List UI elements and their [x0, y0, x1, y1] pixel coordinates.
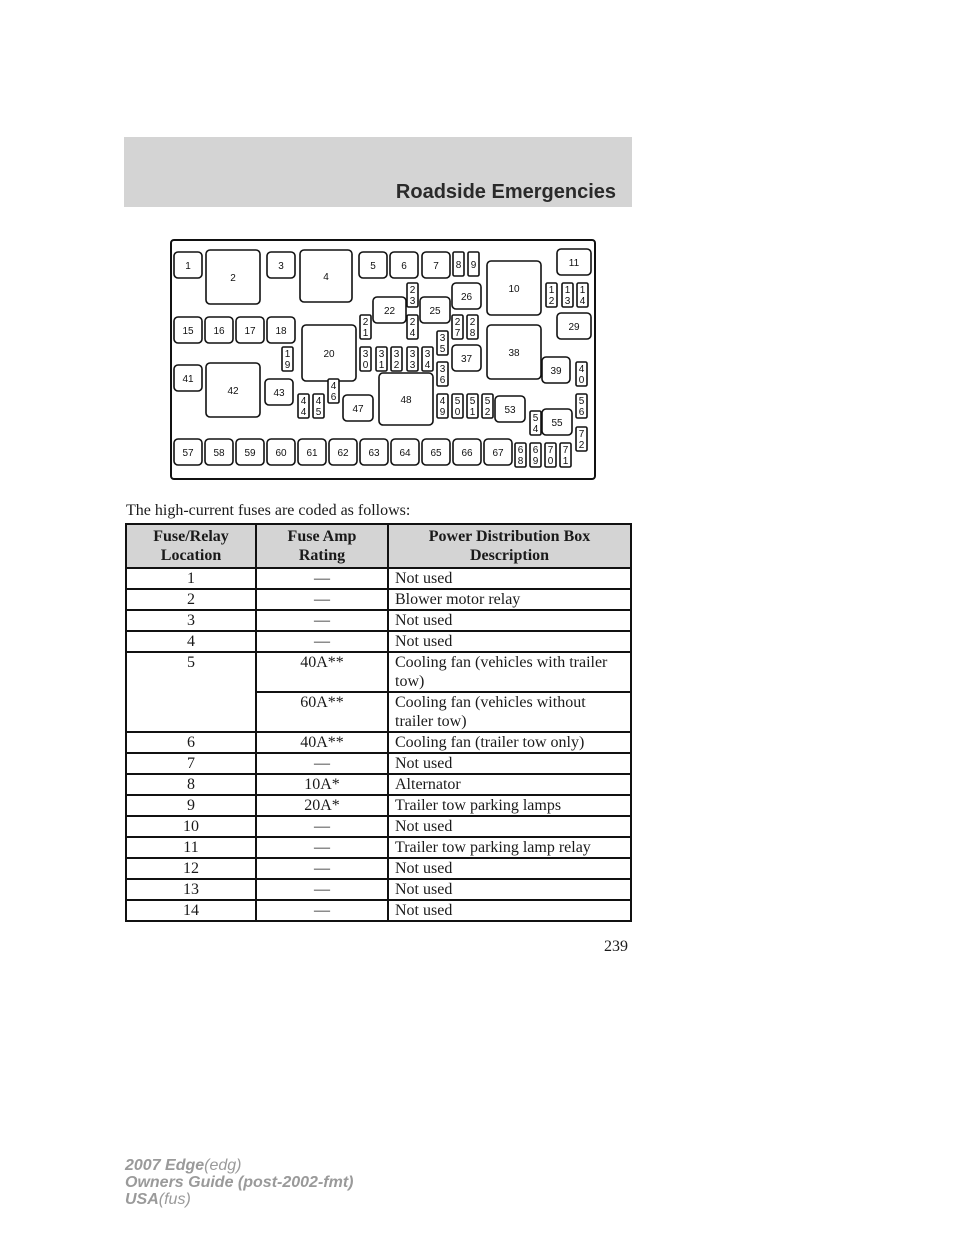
fuse-slot-label: 6 — [401, 261, 407, 272]
table-row — [126, 610, 631, 631]
fuse-slot-11 — [557, 249, 591, 275]
fuse-slot-71 — [560, 443, 571, 467]
cell-description: Not used — [388, 631, 631, 652]
fuse-slot-label: 42 — [227, 386, 239, 397]
table-header-row — [126, 524, 631, 568]
fuse-slot-label-bottom: 0 — [547, 456, 554, 467]
section-header-band — [124, 137, 632, 207]
fuse-slot-label: 26 — [460, 292, 473, 303]
fuse-slot-43 — [265, 379, 293, 405]
fuse-slot-label-top: 1 — [284, 349, 291, 360]
fuse-box-svg — [170, 239, 596, 480]
fuse-slot-label-top: 6 — [532, 445, 539, 456]
fuse-slot-22 — [373, 297, 406, 323]
fuse-slot-61 — [298, 439, 326, 465]
fuse-slot-34 — [422, 347, 433, 371]
cell-amp: — — [256, 900, 388, 921]
fuse-slot-50 — [452, 394, 463, 418]
cell-amp: 40A** — [256, 732, 388, 753]
fuse-slot-label-bottom: 9 — [439, 407, 446, 418]
fuse-slot-label-top: 1 — [548, 285, 555, 296]
fuse-slot-label-top: 5 — [484, 396, 491, 407]
fuse-slot-33 — [407, 347, 418, 371]
fuse-slot-46 — [328, 379, 339, 403]
fuse-slot-17 — [236, 317, 264, 343]
fuse-slot-label-bottom: 9 — [532, 456, 539, 467]
fuse-slot-32 — [391, 347, 402, 371]
fuse-slot-label-top: 1 — [579, 285, 586, 296]
fuse-slot-label-top: 3 — [393, 349, 400, 360]
fuse-slot-15 — [174, 317, 202, 343]
cell-location: 12 — [126, 858, 256, 879]
cell-amp: 40A** — [256, 652, 388, 692]
cell-description: Not used — [388, 858, 631, 879]
fuse-slot-70 — [545, 443, 556, 467]
fuse-slot-44 — [298, 394, 309, 418]
fuse-slot-label-top: 3 — [439, 364, 446, 375]
fuse-slot-label-top: 4 — [330, 381, 337, 392]
fuse-slot-label-top: 1 — [564, 285, 571, 296]
fuse-slot-30 — [360, 347, 371, 371]
fuse-slot-9 — [468, 252, 479, 276]
fuse-slot-3 — [267, 252, 295, 278]
fuse-slot-label-bottom: 7 — [454, 328, 461, 339]
fuse-slot-label: 58 — [213, 448, 225, 459]
fuse-slot-23 — [407, 283, 418, 307]
cell-location: 5 — [126, 652, 256, 732]
fuse-table — [125, 523, 632, 922]
cell-amp: — — [256, 568, 388, 589]
fuse-slot-13 — [562, 283, 573, 307]
footer-line-3: USA(fus) — [125, 1191, 191, 1208]
fuse-slot-label: 29 — [568, 322, 580, 333]
cell-amp: — — [256, 631, 388, 652]
fuse-slot-label-bottom: 1 — [469, 407, 476, 418]
fuse-slot-label-top: 2 — [409, 317, 416, 328]
table-row — [126, 816, 631, 837]
fuse-slot-60 — [267, 439, 295, 465]
cell-description: Not used — [388, 900, 631, 921]
fuse-slot-14 — [577, 283, 588, 307]
fuse-slot-12 — [546, 283, 557, 307]
fuse-slot-2 — [206, 250, 260, 304]
fuse-slot-10 — [487, 261, 541, 315]
fuse-slot-label-bottom: 4 — [579, 296, 586, 307]
fuse-slot-label-bottom: 1 — [378, 360, 385, 371]
fuse-slot-label: 25 — [429, 306, 441, 317]
fuse-slot-label-top: 4 — [439, 396, 446, 407]
fuse-slot-29 — [557, 313, 591, 339]
fuse-slot-label-bottom: 4 — [300, 407, 307, 418]
fuse-slot-35 — [437, 331, 448, 355]
fuse-slot-54 — [530, 411, 541, 435]
cell-amp: 60A** — [256, 692, 388, 732]
fuse-slot-47 — [343, 395, 373, 421]
cell-location: 14 — [126, 900, 256, 921]
fuse-slot-label-top: 5 — [578, 396, 585, 407]
cell-amp: — — [256, 837, 388, 858]
fuse-slot-1 — [174, 252, 202, 278]
fuse-slot-24 — [407, 315, 418, 339]
fuse-slot-49 — [437, 394, 448, 418]
section-title: Roadside Emergencies — [395, 181, 616, 203]
fuse-slot-label: 1 — [185, 261, 191, 272]
cell-location: 4 — [126, 631, 256, 652]
fuse-slot-41 — [174, 365, 202, 391]
cell-description: Cooling fan (trailer tow only) — [388, 732, 631, 753]
cell-amp: — — [256, 816, 388, 837]
fuse-slot-label: 57 — [182, 448, 194, 459]
cell-location: 10 — [126, 816, 256, 837]
fuse-slot-label-bottom: 2 — [548, 296, 555, 307]
fuse-slot-65 — [422, 439, 450, 465]
cell-description: Not used — [388, 816, 631, 837]
fuse-slot-19 — [282, 347, 293, 371]
fuse-slot-25 — [420, 297, 450, 323]
fuse-slot-label-bottom: 3 — [564, 296, 571, 307]
fuse-slot-label: 7 — [433, 261, 439, 272]
cell-location: 8 — [126, 774, 256, 795]
fuse-slot-label: 16 — [213, 326, 225, 337]
fuse-slot-label-bottom: 0 — [578, 375, 585, 386]
fuse-slot-39 — [542, 357, 570, 383]
fuse-slot-label-top: 5 — [469, 396, 476, 407]
fuse-slot-label-bottom: 0 — [362, 360, 369, 371]
footer — [125, 1157, 353, 1208]
fuse-slot-label: 47 — [352, 404, 364, 415]
fuse-slot-label-bottom: 8 — [469, 328, 476, 339]
cell-description: Not used — [388, 879, 631, 900]
fuse-slot-57 — [174, 439, 202, 465]
fuse-slot-68 — [515, 443, 526, 467]
fuse-slot-56 — [576, 394, 587, 418]
table-row — [126, 753, 631, 774]
fuse-slot-label-bottom: 1 — [562, 456, 569, 467]
fuse-slot-label-bottom: 6 — [330, 392, 337, 403]
fuse-slot-label-bottom: 8 — [517, 456, 524, 467]
header-amp: Fuse Amp Rating — [256, 524, 388, 568]
footer-line-2: Owners Guide (post-2002-fmt) — [125, 1174, 354, 1191]
fuse-slot-label-top: 7 — [562, 445, 569, 456]
fuse-slot-label-bottom: 9 — [284, 360, 291, 371]
fuse-slot-label-bottom: 5 — [439, 344, 446, 355]
fuse-slot-36 — [437, 362, 448, 386]
fuse-slot-label: 8 — [455, 260, 462, 271]
fuse-slot-label: 9 — [470, 260, 477, 271]
fuse-slot-18 — [267, 317, 295, 343]
cell-amp: — — [256, 589, 388, 610]
fuse-slot-label: 15 — [182, 326, 194, 337]
fuse-slot-62 — [329, 439, 357, 465]
cell-description: Trailer tow parking lamp relay — [388, 837, 631, 858]
fuse-slot-label: 10 — [508, 284, 520, 295]
cell-description: Cooling fan (vehicles without trailer tow) — [388, 692, 631, 732]
fuse-slot-59 — [236, 439, 264, 465]
fuse-slot-label-top: 2 — [469, 317, 476, 328]
cell-location: 3 — [126, 610, 256, 631]
intro-text: The high-current fuses are coded as follows: — [126, 502, 411, 519]
cell-location: 7 — [126, 753, 256, 774]
fuse-slot-21 — [360, 315, 371, 339]
cell-description: Trailer tow parking lamps — [388, 795, 631, 816]
fuse-slot-42 — [206, 363, 260, 417]
fuse-slot-51 — [467, 394, 478, 418]
table-row — [126, 568, 631, 589]
fuse-slot-label-bottom: 0 — [454, 407, 461, 418]
cell-description: Cooling fan (vehicles with trailer tow) — [388, 652, 631, 692]
cell-description: Not used — [388, 568, 631, 589]
fuse-slot-label: 22 — [383, 306, 396, 317]
fuse-slot-label: 37 — [460, 354, 473, 365]
fuse-slot-label: 41 — [182, 374, 194, 385]
fuse-slot-27 — [452, 315, 463, 339]
fuse-slot-label: 65 — [430, 448, 442, 459]
fuse-slot-16 — [205, 317, 233, 343]
cell-description: Blower motor relay — [388, 589, 631, 610]
fuse-slot-40 — [576, 362, 587, 386]
fuse-slot-label: 48 — [400, 395, 412, 406]
fuse-slot-label: 64 — [399, 448, 411, 459]
fuse-slot-label: 20 — [323, 349, 335, 360]
fuse-slot-55 — [542, 409, 572, 435]
table-row — [126, 837, 631, 858]
fuse-slot-label-top: 2 — [454, 317, 461, 328]
fuse-slot-label-top: 4 — [315, 396, 322, 407]
fuse-slot-label: 67 — [492, 448, 504, 459]
fuse-slot-label: 43 — [273, 388, 285, 399]
fuse-slot-label: 63 — [368, 448, 380, 459]
table-row — [126, 652, 631, 692]
fuse-slot-label-bottom: 2 — [578, 440, 585, 451]
fuse-slot-7 — [422, 252, 450, 278]
fuse-slot-label-top: 4 — [578, 364, 585, 375]
fuse-slot-4 — [300, 250, 352, 302]
cell-description: Not used — [388, 610, 631, 631]
cell-location: 2 — [126, 589, 256, 610]
fuse-slot-label: 11 — [568, 258, 580, 269]
cell-description: Not used — [388, 753, 631, 774]
fuse-slot-72 — [576, 427, 587, 451]
table-row — [126, 631, 631, 652]
fuse-slot-label-bottom: 2 — [393, 360, 400, 371]
fuse-slot-8 — [453, 252, 464, 276]
cell-location: 1 — [126, 568, 256, 589]
fuse-slot-label-top: 4 — [300, 396, 307, 407]
cell-location: 9 — [126, 795, 256, 816]
fuse-slot-label-bottom: 4 — [409, 328, 416, 339]
fuse-slot-label: 61 — [306, 448, 318, 459]
fuse-slot-48 — [379, 373, 433, 425]
cell-amp: — — [256, 753, 388, 774]
cell-amp: 20A* — [256, 795, 388, 816]
fuse-slot-label: 5 — [370, 261, 376, 272]
fuse-slot-label-top: 6 — [517, 445, 524, 456]
fuse-slot-label-bottom: 3 — [409, 296, 416, 307]
fuse-slot-label-bottom: 1 — [362, 328, 369, 339]
table-row — [126, 900, 631, 921]
fuse-slot-label-bottom: 6 — [439, 375, 446, 386]
fuse-slot-38 — [487, 325, 541, 379]
fuse-slot-label: 4 — [323, 272, 329, 283]
fuse-slot-label-top: 7 — [578, 429, 585, 440]
fuse-slot-label-top: 3 — [362, 349, 369, 360]
table-row — [126, 774, 631, 795]
fuse-slot-63 — [360, 439, 388, 465]
fuse-slot-label: 60 — [275, 448, 287, 459]
cell-amp: — — [256, 879, 388, 900]
fuse-slot-label-bottom: 4 — [424, 360, 431, 371]
fuse-slot-67 — [484, 439, 512, 465]
cell-amp: — — [256, 858, 388, 879]
fuse-slot-label-bottom: 6 — [578, 407, 585, 418]
page-number: 239 — [604, 938, 628, 955]
fuse-slot-label-top: 2 — [409, 285, 416, 296]
fuse-slot-label-top: 7 — [547, 445, 554, 456]
cell-description: Alternator — [388, 774, 631, 795]
fuse-slot-label-top: 5 — [532, 413, 539, 424]
fuse-slot-label-bottom: 2 — [484, 407, 491, 418]
fuse-slot-label-top: 3 — [378, 349, 385, 360]
fuse-slot-label-bottom: 5 — [315, 407, 322, 418]
table-row — [126, 732, 631, 753]
fuse-slot-52 — [482, 394, 493, 418]
fuse-slot-45 — [313, 394, 324, 418]
fuse-slot-53 — [495, 396, 525, 422]
footer-line-1: 2007 Edge(edg) — [125, 1157, 242, 1174]
cell-location: 11 — [126, 837, 256, 858]
fuse-slot-label-top: 5 — [454, 396, 461, 407]
fuse-slot-37 — [452, 345, 481, 371]
fuse-slot-label: 55 — [551, 418, 563, 429]
fuse-slot-label: 53 — [504, 405, 516, 416]
fuse-slot-label-top: 3 — [424, 349, 431, 360]
fuse-slot-26 — [452, 283, 481, 309]
fuse-slot-label: 2 — [230, 273, 236, 284]
fuse-slot-28 — [467, 315, 478, 339]
header-location: Fuse/Relay Location — [126, 524, 256, 568]
cell-amp: — — [256, 610, 388, 631]
fuse-slot-64 — [391, 439, 419, 465]
fuse-slot-label: 66 — [461, 448, 473, 459]
fuse-slot-label-bottom: 3 — [409, 360, 416, 371]
table-row — [126, 858, 631, 879]
fuse-slot-5 — [359, 252, 387, 278]
cell-amp: 10A* — [256, 774, 388, 795]
fuse-slot-label-top: 2 — [362, 317, 369, 328]
fuse-slot-label: 17 — [244, 326, 256, 337]
fuse-slot-58 — [205, 439, 233, 465]
fuse-slot-label-top: 3 — [439, 333, 446, 344]
fuse-slot-20 — [302, 325, 356, 381]
fuse-slot-label: 18 — [275, 326, 287, 337]
header-description: Power Distribution Box Description — [388, 524, 631, 568]
fuse-box-diagram — [170, 239, 596, 480]
table-row — [126, 795, 631, 816]
fuse-slot-label: 62 — [337, 448, 349, 459]
table-row — [126, 589, 631, 610]
fuse-slot-label: 59 — [244, 448, 256, 459]
fuse-slot-label: 3 — [278, 261, 284, 272]
table-row — [126, 879, 631, 900]
fuse-slot-label-top: 3 — [409, 349, 416, 360]
fuse-slot-label-bottom: 4 — [532, 424, 539, 435]
fuse-slot-31 — [376, 347, 387, 371]
cell-location: 6 — [126, 732, 256, 753]
cell-location: 13 — [126, 879, 256, 900]
fuse-slot-6 — [390, 252, 418, 278]
fuse-slot-66 — [453, 439, 481, 465]
fuse-slot-label: 39 — [550, 366, 562, 377]
fuse-slot-69 — [530, 443, 541, 467]
fuse-slot-label: 38 — [508, 348, 520, 359]
